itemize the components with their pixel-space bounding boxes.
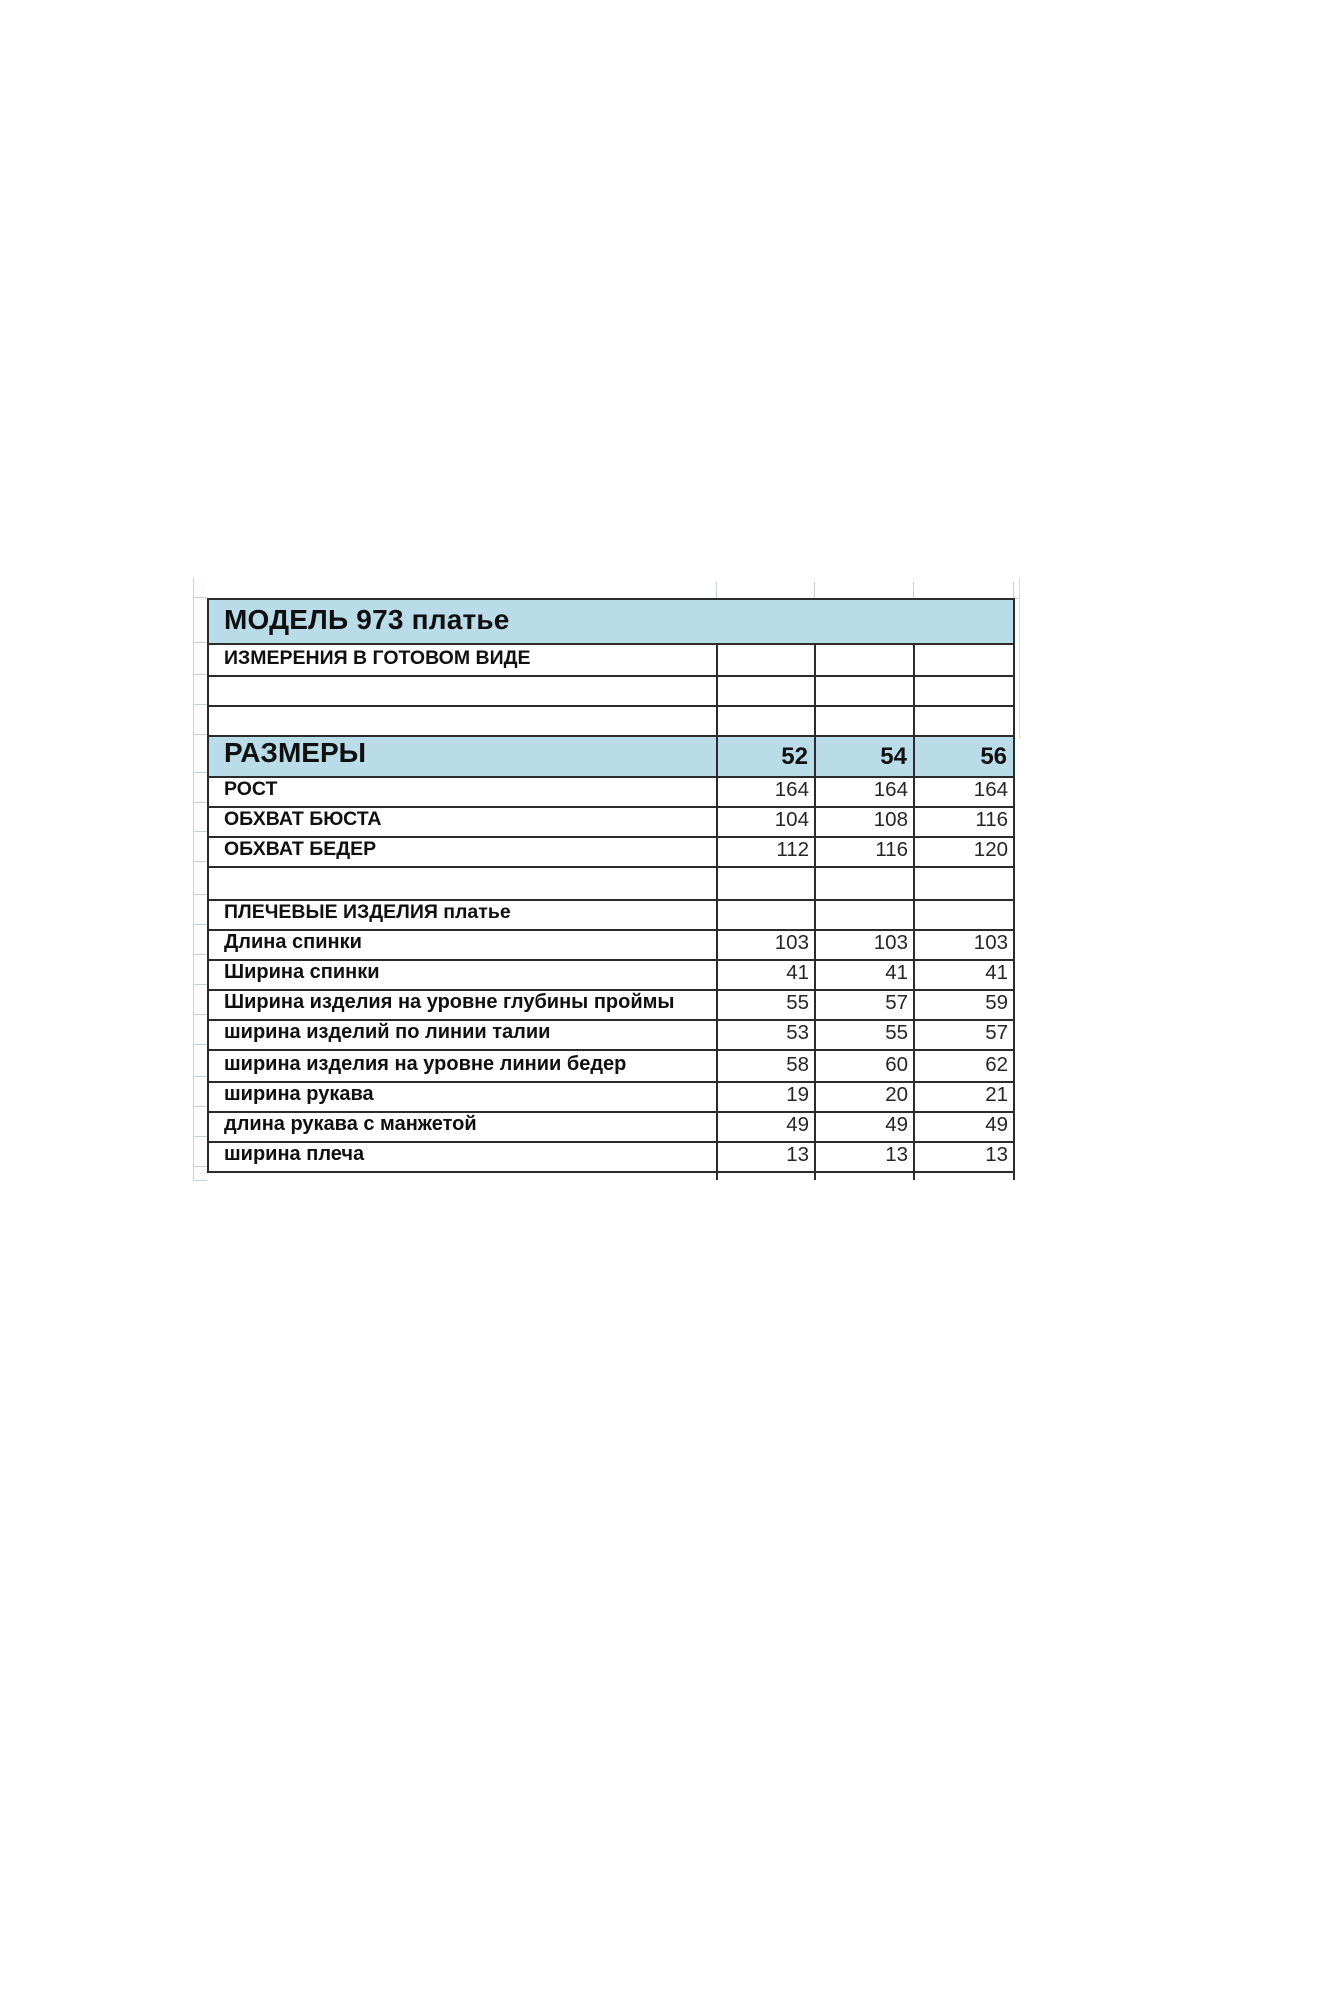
row-label: длина рукава с манжетой [208,1112,717,1142]
gutter-cell [193,735,207,773]
cell-value: 116 [815,837,914,867]
gutter-cell [193,985,207,1015]
gutter-cell [193,1107,207,1137]
row-label: Ширина спинки [208,960,717,990]
cell-value: 103 [914,930,1014,960]
empty-cell [914,644,1014,676]
sheet-gutter-column [193,578,207,1181]
size-column-header: 56 [914,736,1014,777]
section-header-label: ПЛЕЧЕВЫЕ ИЗДЕЛИЯ платье [208,900,717,930]
empty-cell [717,644,815,676]
row-label: Длина спинки [208,930,717,960]
gutter-cell [193,1137,207,1167]
gutter-cell [193,578,207,598]
empty-cell [914,900,1014,930]
cell-value: 104 [717,807,815,837]
partial-grid-row [193,578,1019,599]
cell-value: 41 [914,960,1014,990]
empty-cell [815,900,914,930]
cell-value: 57 [815,990,914,1020]
cell-value: 62 [914,1050,1014,1082]
row-label: ширина изделий по линии талии [208,1020,717,1050]
empty-cell [208,867,717,900]
cell-value: 116 [914,807,1014,837]
measurement-row [208,930,1014,960]
cell-value: 103 [717,930,815,960]
cell-value: 55 [815,1020,914,1050]
cell-value: 19 [717,1082,815,1112]
size-column-header: 52 [717,736,815,777]
cell-value: 103 [815,930,914,960]
faint-column-gridline [716,582,717,598]
cell-value: 60 [815,1050,914,1082]
measurement-row [208,1142,1014,1172]
gutter-cell [193,803,207,832]
size-column-header: 54 [815,736,914,777]
gutter-cell [193,862,207,895]
gutter-cell [193,955,207,985]
subtitle-row [208,644,1014,676]
title-row [208,599,1014,644]
cell-value: 41 [815,960,914,990]
sizes-header-label: РАЗМЕРЫ [208,736,717,777]
cell-value: 164 [914,777,1014,807]
empty-cell [914,867,1014,900]
gutter-cell [193,1077,207,1107]
gutter-cell [193,675,207,705]
gutter-cell [193,598,207,643]
empty-cell [717,676,815,706]
cell-value: 108 [815,807,914,837]
row-label: Ширина изделия на уровне глубины проймы [208,990,717,1020]
right-faint-gridline [1019,578,1020,738]
cell-value: 120 [914,837,1014,867]
empty-cell [717,867,815,900]
table-title: МОДЕЛЬ 973 платье [208,599,1014,644]
cell-value: 164 [815,777,914,807]
row-label: ОБХВАТ БЕДЕР [208,837,717,867]
cell-value: 21 [914,1082,1014,1112]
cell-value: 13 [815,1142,914,1172]
faint-column-gridline [1013,582,1014,598]
cell-value: 164 [717,777,815,807]
cell-value: 13 [914,1142,1014,1172]
empty-row [208,706,1014,736]
row-label: РОСТ [208,777,717,807]
empty-row [208,676,1014,706]
gutter-cell [193,705,207,735]
gutter-cell [193,643,207,675]
measurement-row [208,1082,1014,1112]
cell-value: 41 [717,960,815,990]
cell-value: 49 [914,1112,1014,1142]
row-label: ширина изделия на уровне линии бедер [208,1050,717,1082]
gutter-cell [193,832,207,862]
measurement-row [208,777,1014,807]
empty-cell [914,676,1014,706]
measurement-row [208,1020,1014,1050]
empty-cell [717,706,815,736]
cell-value: 55 [717,990,815,1020]
measurement-row [208,807,1014,837]
cell-value: 112 [717,837,815,867]
measurement-row [208,837,1014,867]
empty-cell [208,706,717,736]
measurement-row [208,1112,1014,1142]
cell-value: 49 [815,1112,914,1142]
cell-value: 59 [914,990,1014,1020]
measurement-row [208,1050,1014,1082]
gutter-cell [193,925,207,955]
measurement-row [208,960,1014,990]
cell-value: 57 [914,1020,1014,1050]
empty-cell [815,867,914,900]
cell-value: 53 [717,1020,815,1050]
sizes-header-row [208,736,1014,777]
gutter-cell [193,895,207,925]
row-label: ОБХВАТ БЮСТА [208,807,717,837]
empty-row [208,867,1014,900]
cell-value: 20 [815,1082,914,1112]
gutter-cell [193,773,207,803]
cell-value: 49 [717,1112,815,1142]
row-label: ширина рукава [208,1082,717,1112]
cell-value: 58 [717,1050,815,1082]
cell-value: 13 [717,1142,815,1172]
empty-cell [815,676,914,706]
subtitle-label: ИЗМЕРЕНИЯ В ГОТОВОМ ВИДЕ [208,644,717,676]
gutter-cell [193,1015,207,1045]
gutter-cell [193,1045,207,1077]
empty-cell [208,676,717,706]
empty-cell [717,900,815,930]
size-chart-table [207,598,1015,1173]
empty-cell [815,644,914,676]
row-label: ширина плеча [208,1142,717,1172]
measurement-row [208,990,1014,1020]
faint-column-gridline [814,582,815,598]
section-header-row [208,900,1014,930]
empty-cell [815,706,914,736]
faint-column-gridline [913,582,914,598]
empty-cell [914,706,1014,736]
